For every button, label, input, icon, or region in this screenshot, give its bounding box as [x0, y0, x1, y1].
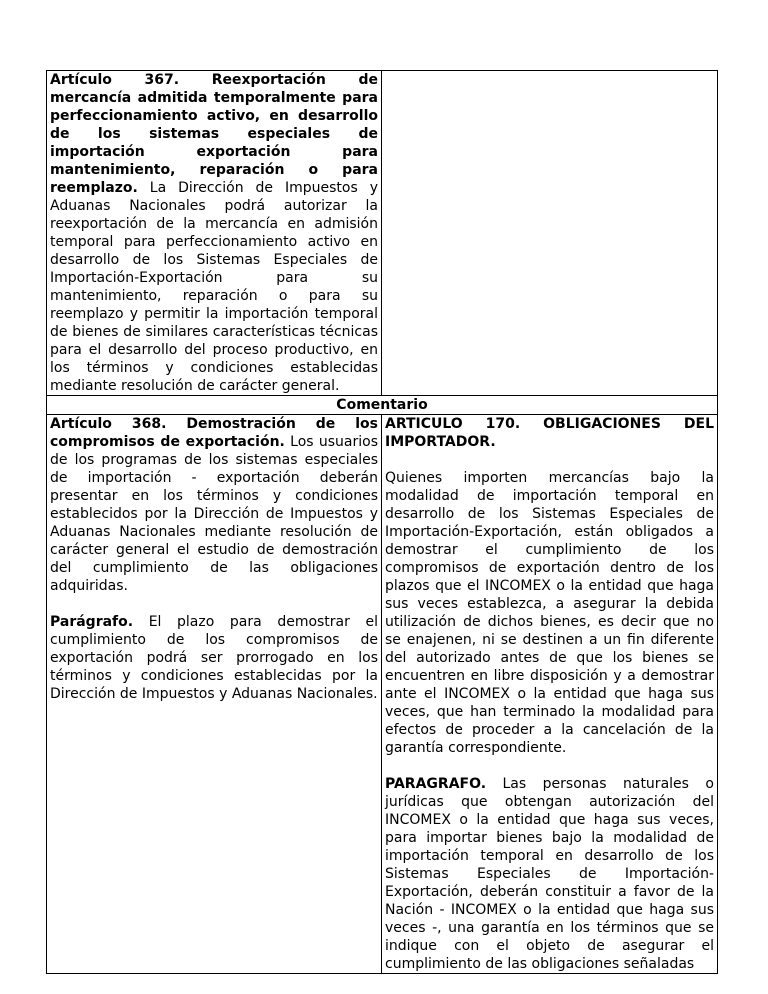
- document-page: [46, 70, 718, 974]
- paragrafo-2-body: Las personas naturales o jurídicas que obtengan autorización del INCOMEX o la entidad que haga sus veces, para importar bienes bajo la modalidad de importación temporal en desarrollo de los Sistemas Especiales de Importación-Exportación, deberán constituir a favor de la Nación - INCOMEX o la entidad que haga sus veces -, una garantía en los términos que se indique con el objeto de asegurar el cumplimiento de las obligaciones señaladas: [385, 776, 714, 972]
- table-row: [47, 71, 718, 396]
- paragrafo-title: Parágrafo.: [50, 614, 134, 630]
- article-368-title: Artículo 368. Demostración de los compromisos de exportación.: [50, 416, 378, 450]
- article-170-title: ARTICULO 170. OBLIGACIONES DEL IMPORTADOR.: [385, 416, 714, 450]
- cell-article-170: [382, 415, 718, 974]
- paragrafo-2-title: PARAGRAFO.: [385, 776, 487, 792]
- paragrafo-body: El plazo para demostrar el cumplimiento de los compromisos de exportación podrá ser prorrogado en los términos y condiciones establecidas por la Dirección de Impuestos y Aduanas Nacionales.: [50, 614, 378, 702]
- article-367-title: Artículo 367. Reexportación de mercancía admitida temporalmente para perfeccionamiento activo, en desarrollo de los sistemas especiales de importación exportación para mantenimiento, reparación o para reemplazo.: [50, 72, 378, 196]
- comparison-table: [46, 70, 718, 974]
- cell-empty: [382, 71, 718, 396]
- table-row: [47, 415, 718, 974]
- article-367-body: La Dirección de Impuestos y Aduanas Nacionales podrá autorizar la reexportación de la mercancía en admisión temporal para perfeccionamiento activo en desarrollo de los Sistemas Especiales de Importación-Exportación para su mantenimiento, reparación o para su reemplazo y permitir la importación temporal de bienes de similares características técnicas para el desarrollo del proceso productivo, en los términos y condiciones establecidas mediante resolución de carácter general.: [50, 180, 378, 394]
- comment-header: Comentario: [47, 396, 718, 415]
- cell-article-368: [47, 415, 382, 974]
- article-170-body: Quienes importen mercancías bajo la modalidad de importación temporal en desarrollo de los Sistemas Especiales de Importación-Exportación, están obligados a demostrar el cumplimiento de los compromisos de exportación dentro de los plazos que el INCOMEX o la entidad que haga sus veces establezca, a asegurar la debida utilización de dichos bienes, es decir que no se enajenen, ni se destinen a un fin diferente del autorizado antes de que los bienes se encuentren en libre disposición y a demostrar ante el INCOMEX o la entidad que haga sus veces, que han terminado la modalidad para efectos de proceder a la cancelación de la garantía correspondiente.: [385, 470, 714, 756]
- table-row: [47, 396, 718, 415]
- cell-article-367: [47, 71, 382, 396]
- article-368-body: Los usuarios de los programas de los sistemas especiales de importación - exportación deberán presentar en los términos y condiciones establecidos por la Dirección de Impuestos y Aduanas Nacionales mediante resolución de carácter general el estudio de demostración del cumplimiento de las obligaciones adquiridas.: [50, 434, 378, 594]
